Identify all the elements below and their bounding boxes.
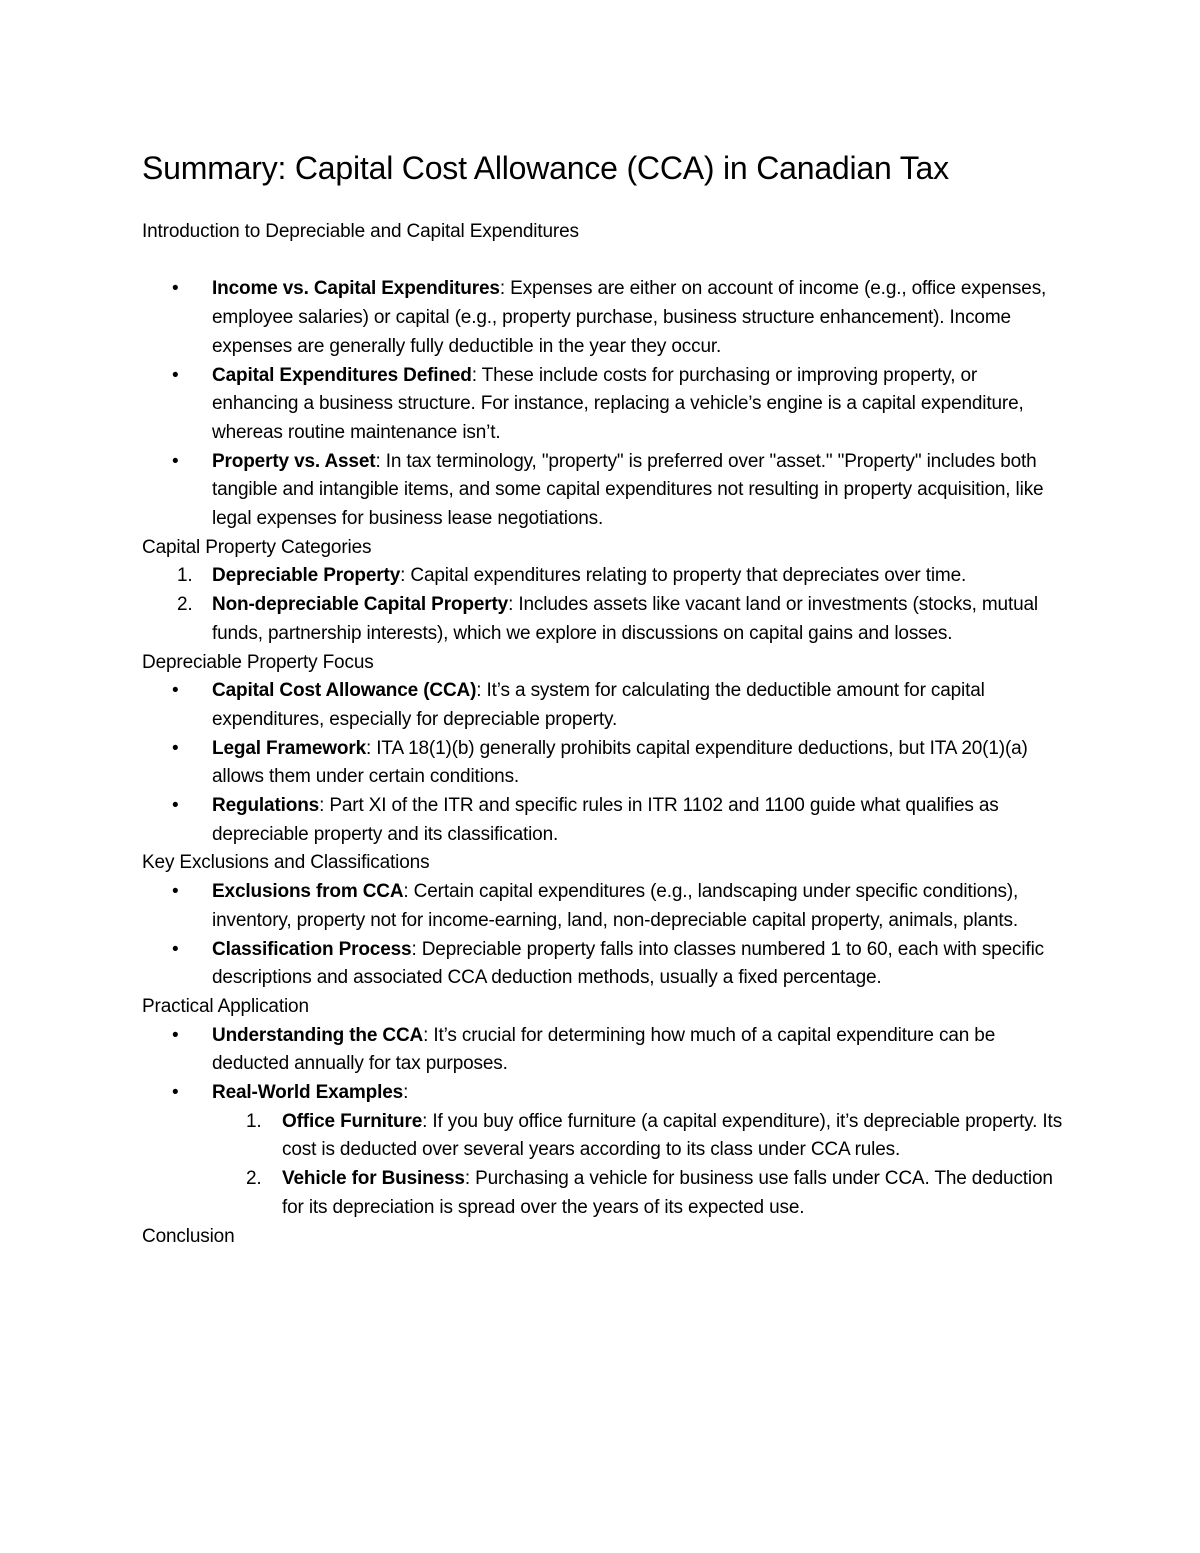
item-text: : These include costs for purchasing or improving property, or enhancing a business structure. For instance, replacing a vehicle’s engine is a capital expenditure, whereas routine maintenance isn’t. [212, 364, 1024, 443]
categories-numbered-list [142, 562, 1067, 648]
page-title: Summary: Capital Cost Allowance (CCA) in Canadian Tax [142, 150, 949, 186]
list-item [142, 1022, 1067, 1079]
item-text: : ITA 18(1)(b) generally prohibits capital expenditure deductions, but ITA 20(1)(a) allows them under certain conditions. [212, 737, 1028, 788]
bullet-marker: • [172, 881, 179, 903]
item-text: : If you buy office furniture (a capital expenditure), it’s depreciable property. Its cost is deducted over several years according to its class under CCA rules. [282, 1110, 1063, 1161]
item-term: Vehicle for Business [282, 1168, 465, 1190]
item-term: Depreciable Property [212, 565, 401, 587]
intro-bullet-list [142, 275, 1067, 533]
item-term: Understanding the CCA [212, 1024, 424, 1046]
item-text: : In tax terminology, "property" is preferred over "asset." "Property" includes both tangible and intangible items, and some capital expenditures not resulting in property acquisition, like legal expenses for business lease negotiations. [212, 450, 1044, 530]
list-item [142, 1079, 1067, 1108]
item-text: : Part XI of the ITR and specific rules in ITR 1102 and 1100 guide what qualifies as depreciable property and its classification. [212, 795, 999, 845]
bullet-marker: • [172, 364, 179, 386]
list-item [142, 275, 1067, 361]
list-item [142, 591, 1067, 648]
exclusions-bullet-list [142, 878, 1067, 993]
section-heading-intro: Introduction to Depreciable and Capital Expenditures [142, 221, 579, 242]
bullet-marker: • [172, 680, 179, 702]
section-heading-practical: Practical Application [142, 995, 309, 1017]
list-item [142, 562, 1067, 591]
item-text: : [403, 1082, 409, 1104]
list-item [212, 1108, 1067, 1165]
section-heading-categories: Capital Property Categories [142, 536, 372, 558]
item-text: : It’s a system for calculating the deductible amount for capital expenditures, especially for depreciable property. [212, 680, 985, 730]
examples-numbered-list [212, 1108, 1067, 1223]
list-item [142, 792, 1067, 849]
bullet-marker: • [172, 1024, 179, 1046]
section-heading-focus: Depreciable Property Focus [142, 651, 374, 673]
list-item [142, 936, 1067, 993]
list-item [142, 677, 1067, 734]
bullet-marker: • [172, 450, 179, 472]
item-term: Office Furniture [282, 1110, 423, 1132]
number-marker: 2. [246, 1168, 262, 1190]
item-text: : Expenses are either on account of income (e.g., office expenses, employee salaries) or capital (e.g., property purchase, business structure enhancement). Income expenses are generally fully deductible in the year they occur. [212, 278, 1047, 357]
item-text: : It’s crucial for determining how much of a capital expenditure can be deducted annually for tax purposes. [212, 1024, 996, 1075]
item-text: : Purchasing a vehicle for business use falls under CCA. The deduction for its depreciation is spread over the years of its expected use. [282, 1168, 1053, 1218]
bullet-marker: • [172, 737, 179, 759]
item-term: Classification Process [212, 938, 412, 960]
number-marker: 1. [177, 565, 193, 587]
bullet-marker: • [172, 1082, 179, 1104]
item-term: Exclusions from CCA [212, 881, 404, 903]
section-heading-conclusion: Conclusion [142, 1225, 235, 1247]
item-term: Capital Cost Allowance (CCA) [212, 680, 477, 702]
list-item [142, 448, 1067, 534]
section-heading-exclusions: Key Exclusions and Classifications [142, 852, 430, 874]
focus-bullet-list [142, 677, 1067, 849]
list-item [142, 362, 1067, 448]
list-item [142, 878, 1067, 935]
list-item [212, 1165, 1067, 1222]
item-text: : Includes assets like vacant land or investments (stocks, mutual funds, partnership interests), which we explore in discussions on capital gains and losses. [212, 594, 1038, 644]
item-text: : Depreciable property falls into classes numbered 1 to 60, each with specific descriptions and associated CCA deduction methods, usually a fixed percentage. [212, 938, 1044, 989]
item-term: Property vs. Asset [212, 450, 376, 472]
item-term: Legal Framework [212, 737, 367, 759]
number-marker: 1. [246, 1110, 262, 1132]
item-term: Income vs. Capital Expenditures [212, 278, 500, 300]
item-term: Non-depreciable Capital Property [212, 594, 509, 616]
number-marker: 2. [177, 594, 193, 616]
document-body [142, 218, 1067, 1251]
item-text: : Certain capital expenditures (e.g., landscaping under specific conditions), inventory, property not for income-earning, land, non-depreciable capital property, animals, plants. [212, 881, 1019, 931]
item-text: : Capital expenditures relating to property that depreciates over time. [400, 565, 967, 587]
item-term: Real-World Examples [212, 1082, 404, 1104]
list-item [142, 735, 1067, 792]
bullet-marker: • [172, 795, 179, 817]
item-term: Regulations [212, 795, 320, 817]
bullet-marker: • [172, 938, 179, 960]
bullet-marker: • [172, 278, 179, 300]
item-term: Capital Expenditures Defined [212, 364, 472, 386]
practical-bullet-list [142, 1022, 1067, 1223]
